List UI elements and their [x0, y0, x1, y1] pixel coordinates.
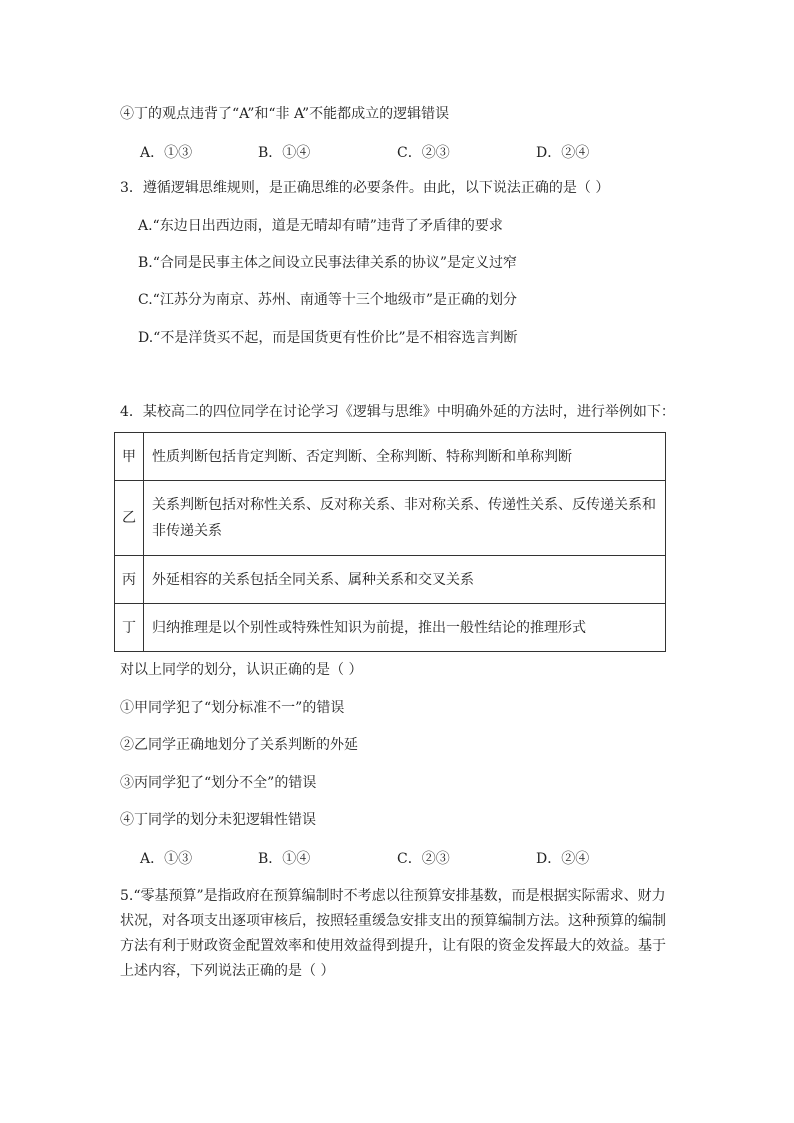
table-row [115, 433, 666, 481]
q4-statement-2: ②乙同学正确地划分了关系判断的外延 [120, 737, 358, 753]
q4-option-a[interactable]: A．①③ [140, 851, 193, 867]
q4-statement-4: ④丁同学的划分未犯逻辑性错误 [120, 812, 316, 828]
table-cell-ding: 归纳推理是以个别性或特殊性知识为前提，推出一般性结论的推理形式 [144, 604, 666, 652]
q5-stem: 5.“零基预算”是指政府在预算编制时不考虑以往预算安排基数，而是根据实际需求、财力状况，对各项支出逐项审核后，按照轻重缓急安排支出的预算编制方法。这种预算的编制方法有利于财政资金配置效率和使用效益得到提升，让有限的资金发挥最大的效益。基于上述内容，下列说法正确的是（ ） [120, 888, 666, 979]
q2-option-b[interactable]: B．①④ [258, 145, 311, 161]
q2-option-a[interactable]: A．①③ [140, 145, 193, 161]
table-cell-yi: 关系判断包括对称性关系、反对称关系、非对称关系、传递性关系、反传递关系和非传递关系 [144, 481, 666, 556]
q3-stem: 3．遵循逻辑思维规则，是正确思维的必要条件。由此，以下说法正确的是（ ） [120, 180, 610, 196]
table-cell-bing: 外延相容的关系包括全同关系、属种关系和交叉关系 [144, 556, 666, 604]
table-row [115, 604, 666, 652]
table-row [115, 481, 666, 556]
q4-statement-3: ③丙同学犯了“划分不全”的错误 [120, 775, 317, 791]
table-key-bing: 丙 [115, 556, 144, 604]
q4-option-b[interactable]: B．①④ [258, 851, 311, 867]
table-row [115, 556, 666, 604]
q4-options [140, 848, 660, 868]
q3-choice-a[interactable]: A.“东边日出西边雨，道是无晴却有晴”违背了矛盾律的要求 [138, 218, 503, 234]
table-key-jia: 甲 [115, 433, 144, 481]
table-cell-jia: 性质判断包括肯定判断、否定判断、全称判断、特称判断和单称判断 [144, 433, 666, 481]
q4-statement-1: ①甲同学犯了“划分标准不一”的错误 [120, 700, 345, 716]
table-key-ding: 丁 [115, 604, 144, 652]
q2-option-d[interactable]: D．②④ [536, 145, 590, 161]
q3-choice-d[interactable]: D.“不是洋货买不起，而是国货更有性价比”是不相容选言判断 [138, 330, 518, 346]
q2-options [140, 142, 660, 162]
q4-question: 对以上同学的划分，认识正确的是（ ） [120, 662, 363, 678]
q2-statement-4: ④丁的观点违背了“A”和“非 A”不能都成立的逻辑错误 [120, 106, 450, 122]
q4-option-d[interactable]: D．②④ [536, 851, 590, 867]
q4-table [114, 432, 666, 652]
q2-option-c[interactable]: C．②③ [397, 145, 450, 161]
q4-option-c[interactable]: C．②③ [397, 851, 450, 867]
table-key-yi: 乙 [115, 481, 144, 556]
q4-stem: 4．某校高二的四位同学在讨论学习《逻辑与思维》中明确外延的方法时，进行举例如下： [120, 404, 675, 420]
q3-choice-b[interactable]: B.“合同是民事主体之间设立民事法律关系的协议”是定义过窄 [138, 255, 518, 271]
q3-choice-c[interactable]: C.“江苏分为南京、苏州、南通等十三个地级市”是正确的划分 [138, 292, 517, 308]
